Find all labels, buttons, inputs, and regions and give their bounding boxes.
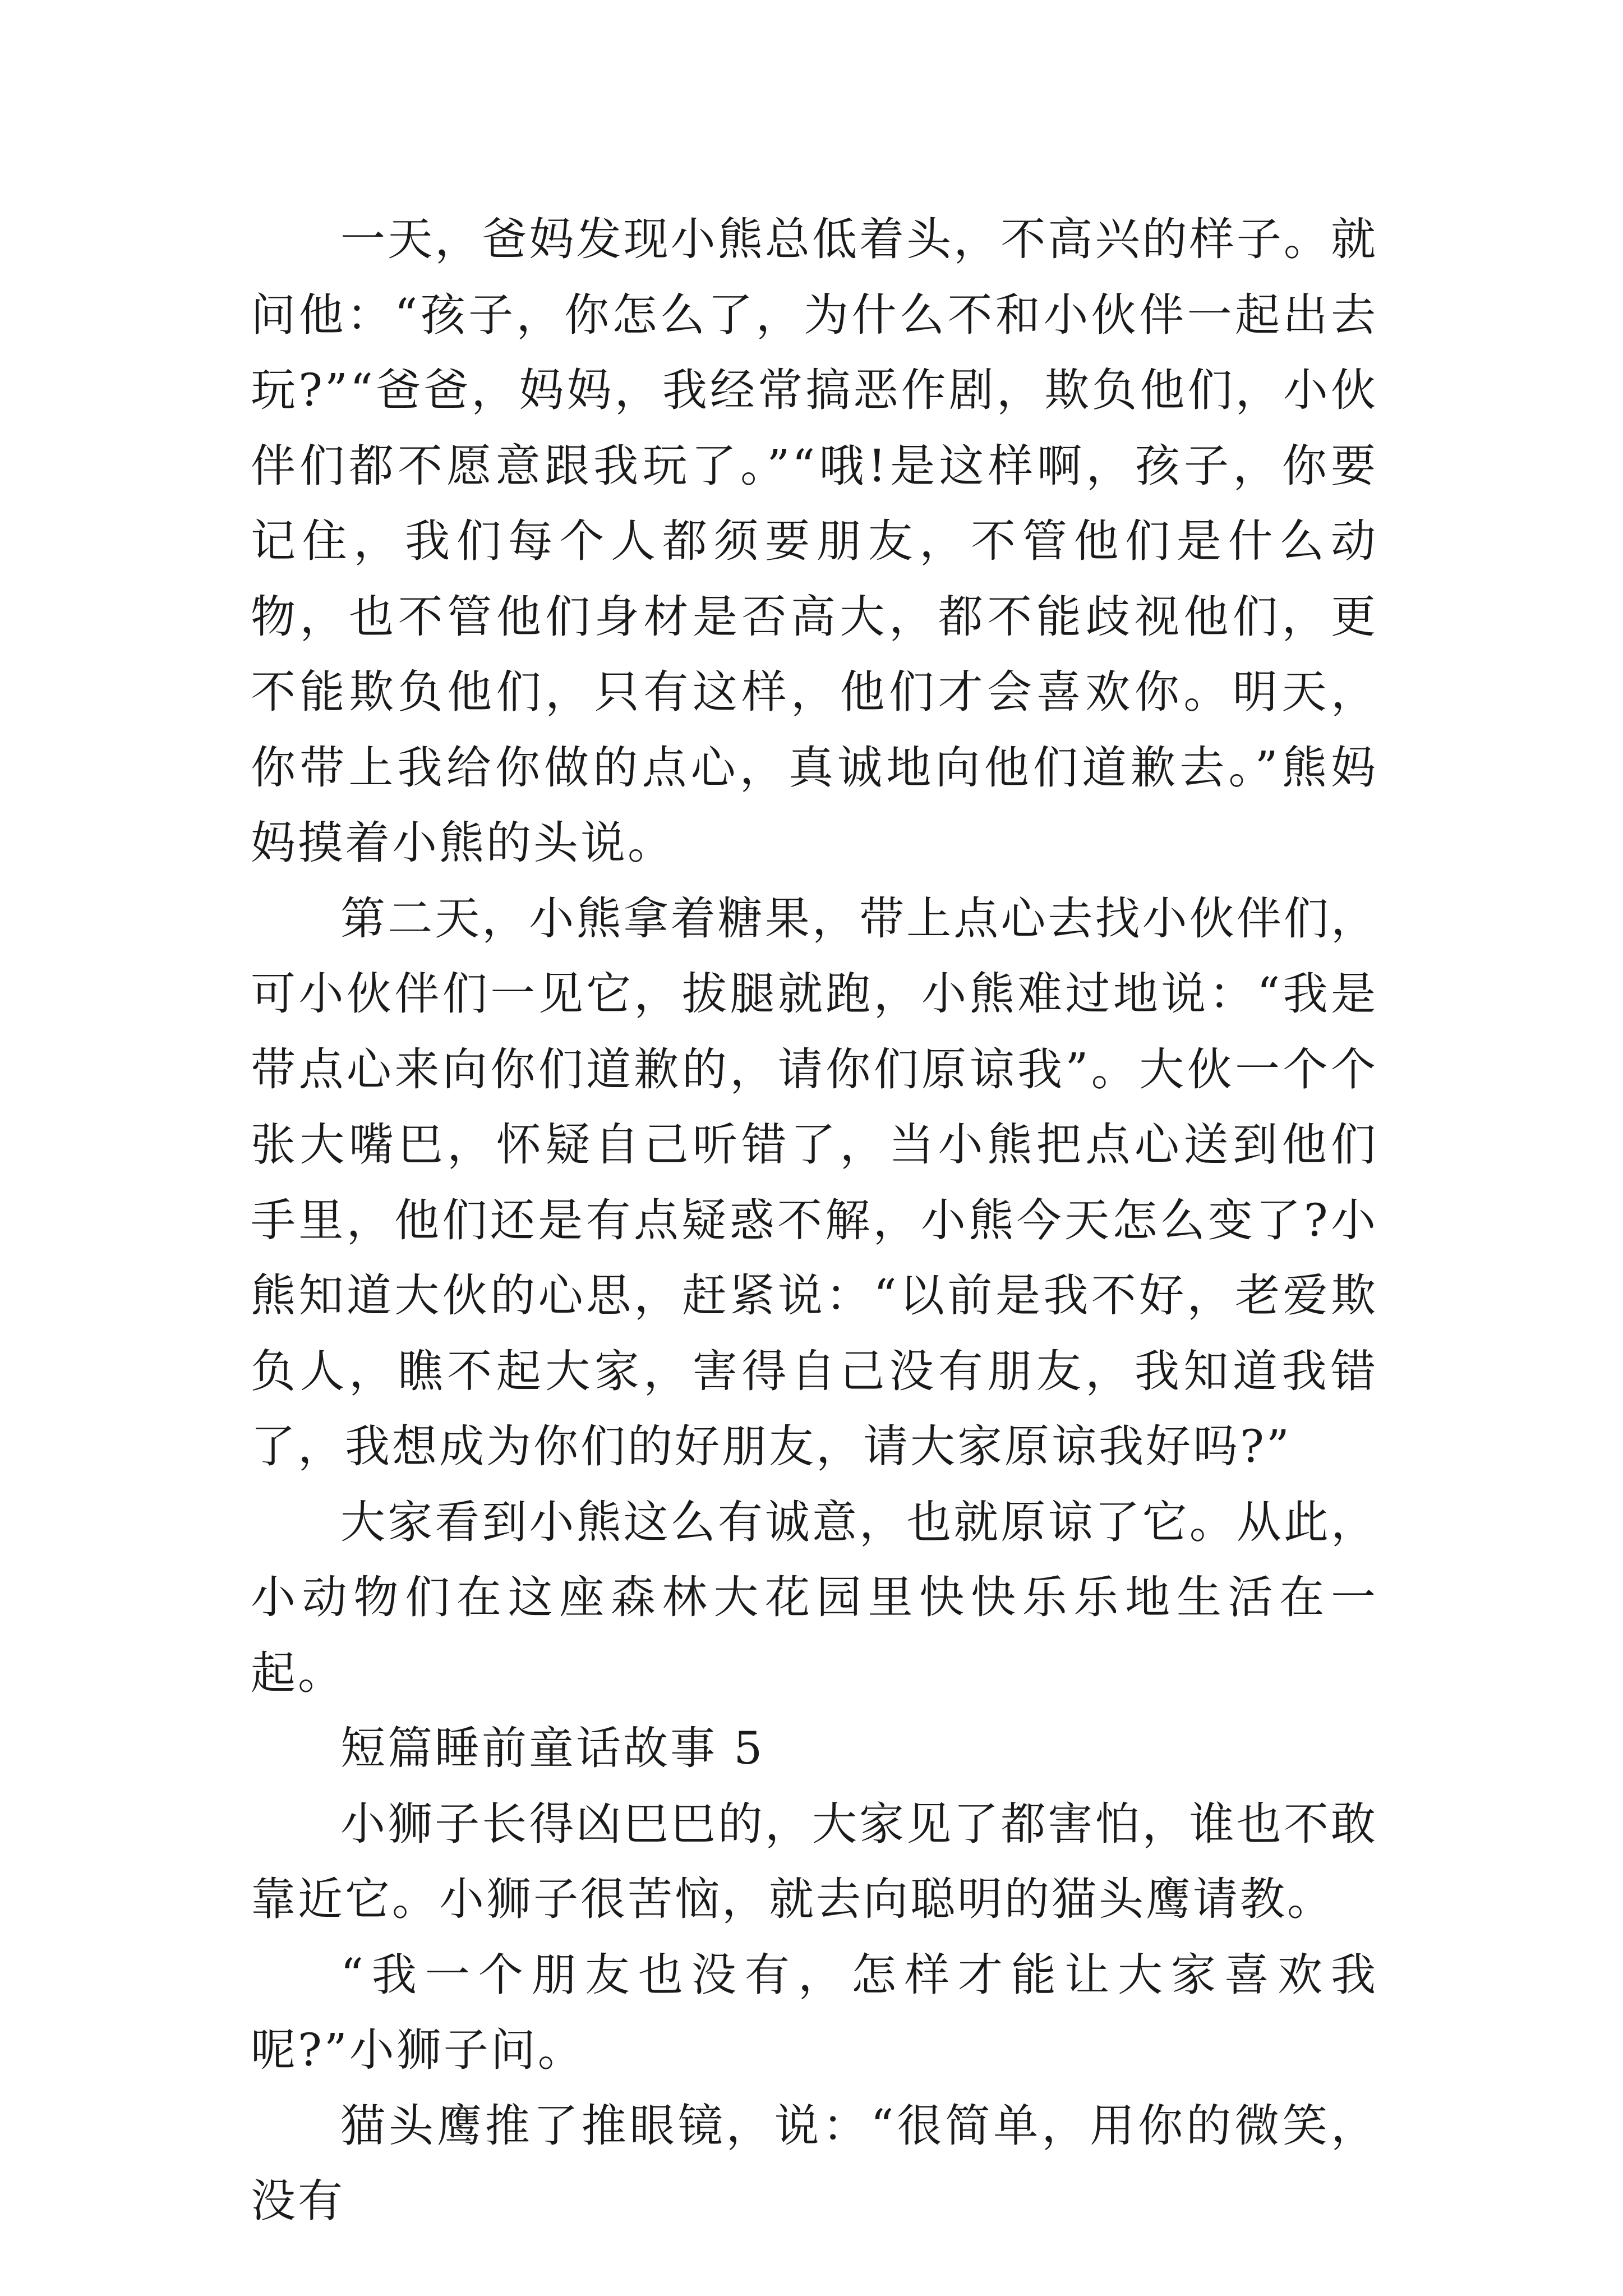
paragraph-bear-ending: 大家看到小熊这么有诚意，也就原谅了它。从此，小动物们在这座森林大花园里快快乐乐地生活在一起。 bbox=[251, 1496, 1378, 1699]
document-body bbox=[251, 202, 1378, 2239]
paragraph-bear-apology: 第二天，小熊拿着糖果，带上点心去找小伙伴们，可小伙伴们一见它，拔腿就跑，小熊难过地说：“我是带点心来向你们道歉的，请你们原谅我”。大伙一个个张大嘴巴，怀疑自己听错了，当小熊把点心送到他们手里，他们还是有点疑惑不解，小熊今天怎么变了?小熊知道大伙的心思，赶紧说：“以前是我不好，老爱欺负人，瞧不起大家，害得自己没有朋友，我知道我错了，我想成为你们的好朋友，请大家原谅我好吗?” bbox=[251, 892, 1378, 1473]
paragraph-lion-question: “我一个朋友也没有，怎样才能让大家喜欢我呢?”小狮子问。 bbox=[251, 1948, 1378, 2076]
paragraph-owl-answer: 猫头鹰推了推眼镜，说：“很简单，用你的微笑，没有 bbox=[251, 2099, 1378, 2227]
story-heading: 短篇睡前童话故事 5 bbox=[340, 1722, 765, 1774]
paragraph-lion-intro: 小狮子长得凶巴巴的，大家见了都害怕，谁也不敢靠近它。小狮子很苦恼，就去向聪明的猫头鹰请教。 bbox=[251, 1797, 1378, 1925]
paragraph-bear-parents: 一天，爸妈发现小熊总低着头，不高兴的样子。就问他：“孩子，你怎么了，为什么不和小伙伴一起出去玩?”“爸爸，妈妈，我经常搞恶作剧，欺负他们，小伙伴们都不愿意跟我玩了。”“哦!是这样啊，孩子，你要记住，我们每个人都须要朋友，不管他们是什么动物，也不管他们身材是否高大，都不能歧视他们，更不能欺负他们，只有这样，他们才会喜欢你。明天，你带上我给你做的点心，真诚地向他们道歉去。”熊妈妈摸着小熊的头说。 bbox=[251, 213, 1378, 869]
